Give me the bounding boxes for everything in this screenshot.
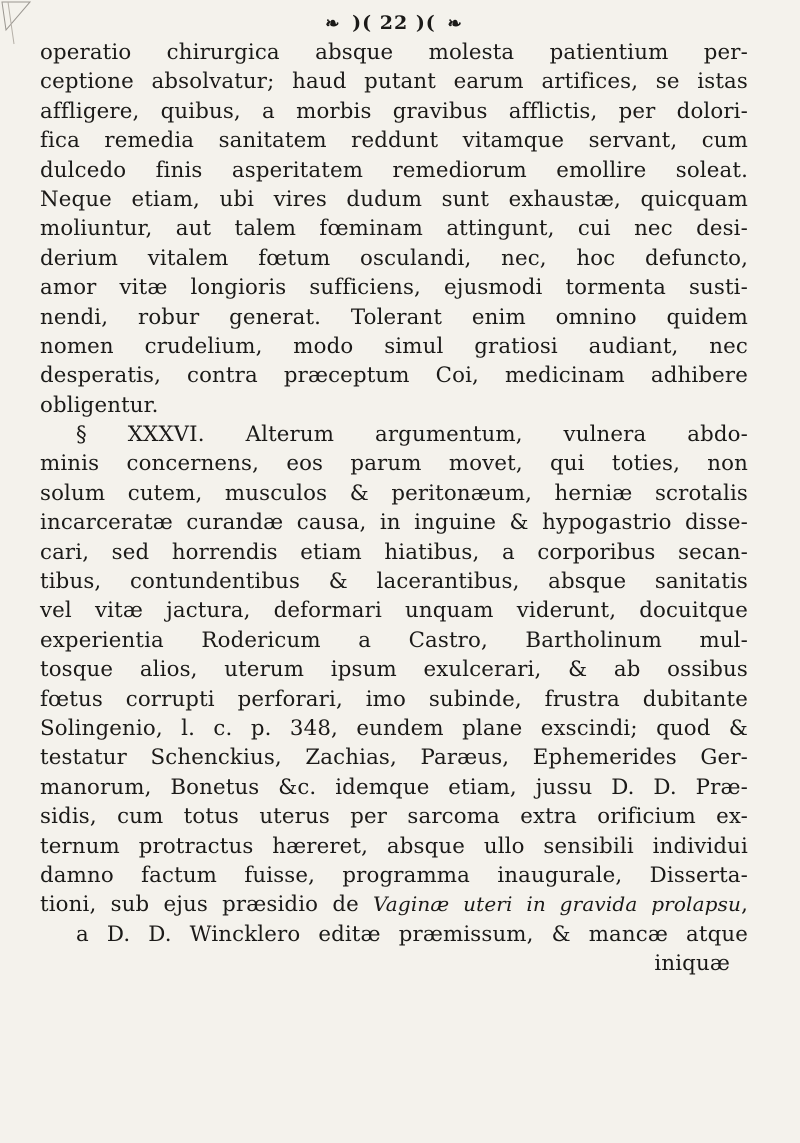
text-line: sidis, cum totus uterus per sarcoma extra orificium ex-: [40, 804, 748, 830]
text-line: nendi, robur generat. Tolerant enim omnino quidem: [40, 304, 748, 330]
text-line: tibus, contundentibus & lacerantibus, absque sanitatis: [40, 569, 748, 595]
text-line: damno factum fuisse, programma inaugurale, Disserta-: [40, 862, 748, 888]
text-line: incarceratæ curandæ causa, in inguine & hypogastrio disse-: [40, 510, 748, 536]
text-line-with-title: [40, 890, 748, 919]
text-line: ceptione absolvatur; haud putant earum artifices, se istas: [40, 69, 748, 95]
text-line: cari, sed horrendis etiam hiatibus, a corporibus secan-: [40, 539, 748, 565]
text-line: operatio chirurgica absque molesta patientium per-: [40, 40, 748, 65]
text-line: Solingenio, l. c. p. 348, eundem plane exscindi; quod &: [40, 715, 748, 741]
section-heading-line: § XXXVI. Alterum argumentum, vulnera abdo-: [76, 422, 748, 448]
paragraph-2: [40, 420, 748, 978]
text-line: fica remedia sanitatem reddunt vitamque servant, cum: [40, 128, 748, 154]
text-line: derium vitalem fœtum osculandi, nec, hoc defuncto,: [40, 245, 748, 271]
text-fragment: ,: [741, 892, 748, 918]
paragraph-1: [40, 38, 748, 420]
text-line: nomen crudelium, modo simul gratiosi audiant, nec: [40, 333, 748, 359]
text-line: ternum protractus hæreret, absque ullo sensibili individui: [40, 833, 748, 859]
left-fleuron-icon: ❧: [325, 14, 341, 34]
right-fleuron-icon: ❧: [447, 14, 463, 34]
text-fragment: tioni, sub ejus præsidio de: [40, 892, 374, 918]
text-line: vel vitæ jactura, deformari unquam viderunt, docuitque: [40, 598, 748, 624]
text-line: obligentur.: [40, 392, 159, 418]
italic-title: Vaginæ uteri in gravida prolapsu: [373, 892, 742, 917]
page-header: [40, 8, 748, 38]
catchword: iniquæ: [654, 951, 730, 977]
text-line: dulcedo finis asperitatem remediorum emollire soleat.: [40, 157, 748, 183]
text-line: solum cutem, musculos & peritonæum, herniæ scrotalis: [40, 480, 748, 506]
text-line: fœtus corrupti perforari, imo subinde, frustra dubitante: [40, 686, 748, 712]
text-line: tosque alios, uterum ipsum exulcerari, & ab ossibus: [40, 657, 748, 683]
text-line: manorum, Bonetus &c. idemque etiam, jussu D. D. Præ-: [40, 774, 748, 800]
body-text: [40, 38, 748, 979]
text-line: amor vitæ longioris sufficiens, ejusmodi tormenta susti-: [40, 275, 748, 301]
text-line: moliuntur, aut talem fœminam attingunt, cui nec desi-: [40, 216, 748, 242]
text-line: minis concernens, eos parum movet, qui toties, non: [40, 451, 748, 477]
text-line: a D. D. Winckl​ero editæ præmissum, & mancæ atque: [76, 921, 748, 947]
torn-corner-mark: [0, 0, 40, 48]
page-number: )( 22 )(: [352, 12, 436, 34]
text-line: affligere, quibus, a morbis gravibus afflictis, per dolori-: [40, 98, 748, 124]
text-line: testatur Schenckius, Zachias, Paræus, Ephemerides Ger-: [40, 745, 748, 771]
text-line: experientia Rodericum a Castro, Bartholinum mul-: [40, 627, 748, 653]
text-line: desperatis, contra præceptum Coi, medicinam adhibere: [40, 363, 748, 389]
text-line: Neque etiam, ubi vires dudum sunt exhaustæ, quicquam: [40, 186, 748, 212]
